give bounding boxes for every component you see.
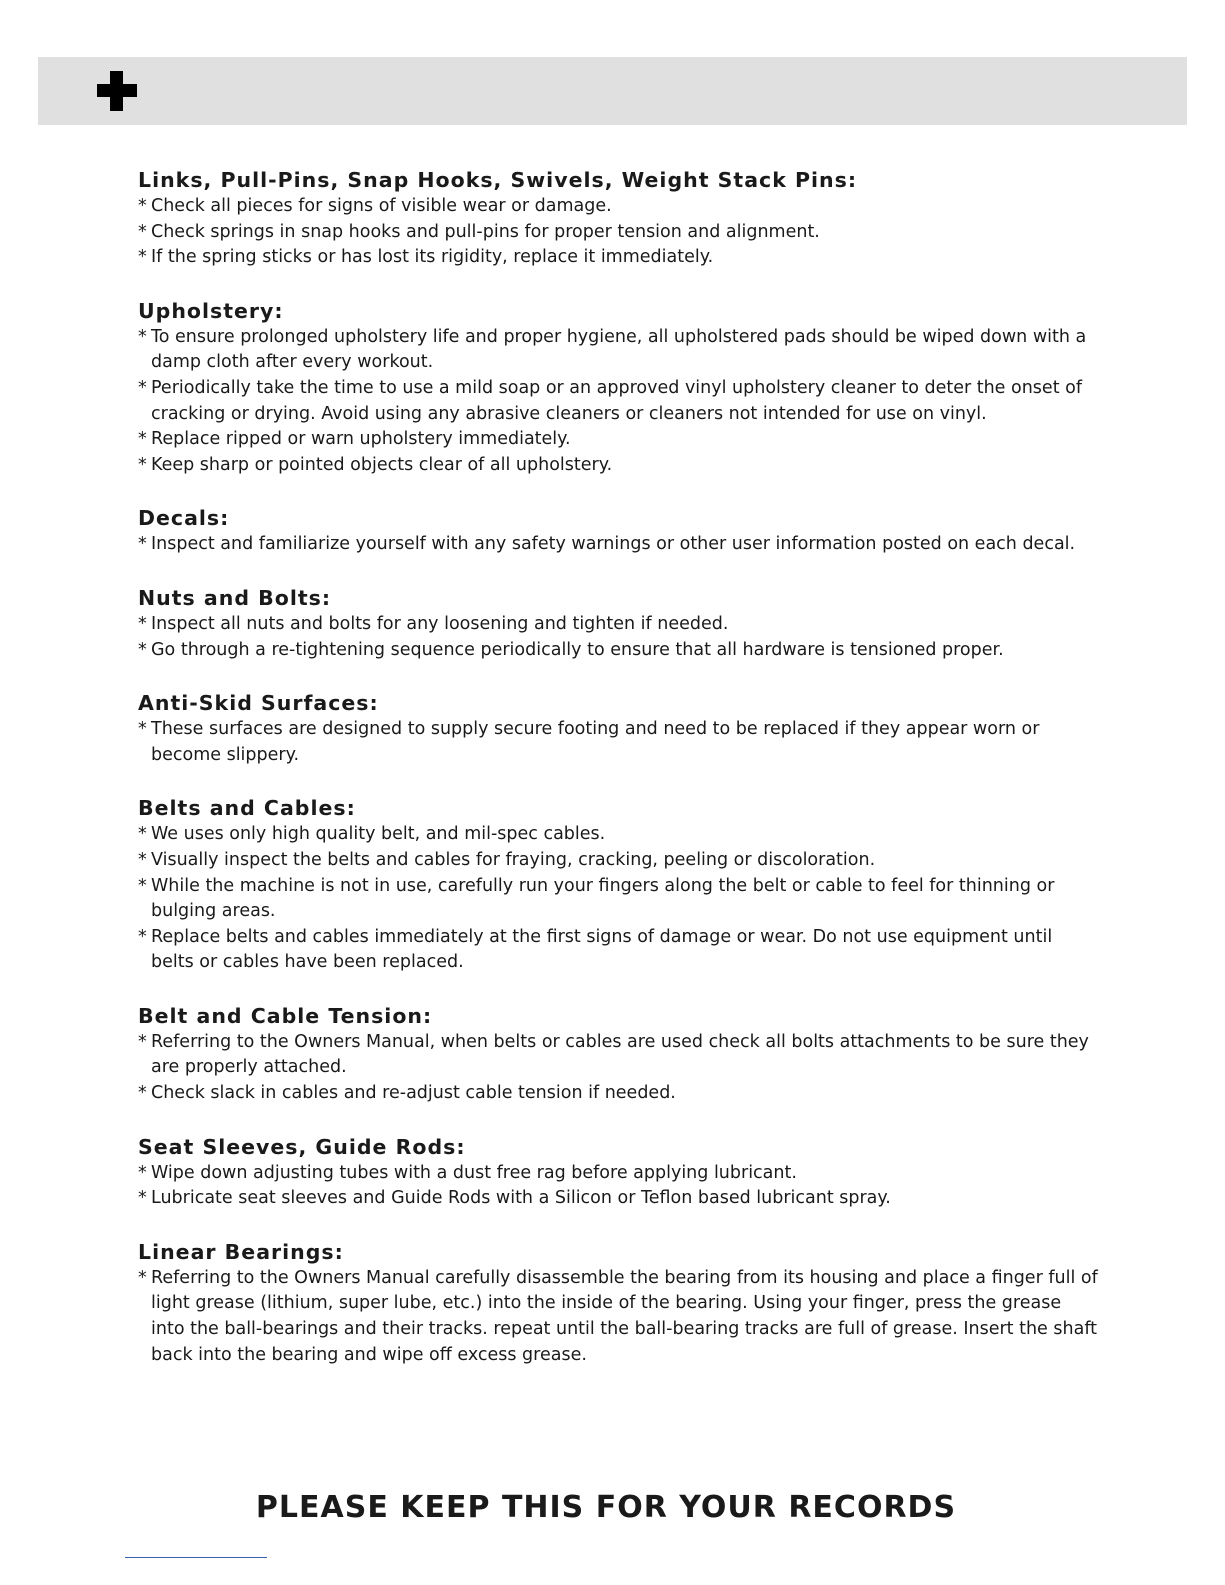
list-item: [138, 376, 1098, 427]
list-item: [138, 925, 1098, 976]
header-band: [38, 57, 1187, 125]
list-item-text: Check springs in snap hooks and pull-pins for proper tension and alignment.: [151, 221, 820, 242]
list-item: [138, 717, 1098, 768]
list-item-text: Referring to the Owners Manual carefully disassemble the bearing from its housing and place a finger full of light grease (lithium, super lube, etc.) into the inside of the bearing. Using your finger, press the grease into the ball-bearings and their tracks. repeat until the ball-bearing tracks are full of grease. Insert the shaft back into the bearing and wipe off excess grease.: [151, 1267, 1098, 1365]
list-item-text: To ensure prolonged upholstery life and proper hygiene, all upholstered pads should be wiped down with a damp cloth after every workout.: [151, 326, 1087, 373]
section-items: [138, 194, 1098, 271]
section: [138, 1133, 1098, 1212]
section: [138, 1238, 1098, 1368]
section-heading: Belts and Cables:: [138, 796, 356, 821]
section: [138, 504, 1098, 558]
bullet-asterisk: *: [138, 1083, 147, 1104]
list-item-text: Referring to the Owners Manual, when belts or cables are used check all bolts attachments to be sure they are properly attached.: [151, 1031, 1089, 1078]
bullet-asterisk: *: [138, 1162, 147, 1183]
list-item-text: Periodically take the time to use a mild soap or an approved vinyl upholstery cleaner to deter the onset of cracking or drying. Avoid using any abrasive cleaners or cleaners not intended for use on vinyl.: [151, 377, 1082, 424]
bullet-asterisk: *: [138, 429, 147, 450]
section-heading: Seat Sleeves, Guide Rods:: [138, 1134, 466, 1159]
list-item-text: Go through a re-tightening sequence periodically to ensure that all hardware is tensioned proper.: [151, 639, 1004, 660]
section-items: [138, 325, 1098, 479]
list-item-text: Inspect and familiarize yourself with any safety warnings or other user information posted on each decal.: [151, 534, 1076, 555]
bottom-rule: [125, 1557, 267, 1558]
section: [138, 1002, 1098, 1107]
section: [138, 166, 1098, 271]
section: [138, 794, 1098, 976]
list-item: [138, 1186, 1098, 1212]
section: [138, 584, 1098, 663]
section-heading: Anti-Skid Surfaces:: [138, 691, 379, 716]
bullet-asterisk: *: [138, 849, 147, 870]
footer-note: PLEASE KEEP THIS FOR YOUR RECORDS: [255, 1490, 957, 1525]
list-item: [138, 822, 1098, 848]
list-item-text: We uses only high quality belt, and mil-spec cables.: [151, 824, 606, 845]
section-items: [138, 612, 1098, 663]
list-item-text: Inspect all nuts and bolts for any loosening and tighten if needed.: [151, 613, 729, 634]
list-item-text: While the machine is not in use, carefully run your fingers along the belt or cable to feel for thinning or bulging areas.: [151, 875, 1055, 922]
list-item-text: Lubricate seat sleeves and Guide Rods with a Silicon or Teflon based lubricant spray.: [151, 1188, 891, 1209]
bullet-asterisk: *: [138, 534, 147, 555]
bullet-asterisk: *: [138, 639, 147, 660]
section-items: [138, 717, 1098, 768]
list-item-text: Replace belts and cables immediately at the first signs of damage or wear. Do not use equipment until belts or cables have been replaced.: [151, 926, 1053, 973]
list-item: [138, 1030, 1098, 1081]
list-item: [138, 453, 1098, 479]
list-item: [138, 532, 1098, 558]
list-item: [138, 1161, 1098, 1187]
bullet-asterisk: *: [138, 454, 147, 475]
list-item: [138, 245, 1098, 271]
section-heading: Nuts and Bolts:: [138, 585, 332, 610]
section-items: [138, 822, 1098, 976]
list-item-text: Replace ripped or warn upholstery immediately.: [151, 429, 571, 450]
list-item: [138, 220, 1098, 246]
list-item: [138, 638, 1098, 664]
section-heading: Upholstery:: [138, 298, 284, 323]
list-item: [138, 427, 1098, 453]
cross-icon: [97, 71, 137, 111]
bullet-asterisk: *: [138, 613, 147, 634]
section: [138, 689, 1098, 768]
section-items: [138, 1266, 1098, 1368]
list-item-text: These surfaces are designed to supply secure footing and need to be replaced if they appear worn or become slippery.: [151, 719, 1040, 765]
bullet-asterisk: *: [138, 824, 147, 845]
list-item: [138, 1266, 1098, 1368]
bullet-asterisk: *: [138, 377, 147, 398]
list-item: [138, 612, 1098, 638]
list-item: [138, 848, 1098, 874]
bullet-asterisk: *: [138, 196, 147, 216]
bullet-asterisk: *: [138, 1267, 147, 1288]
bullet-asterisk: *: [138, 875, 147, 896]
list-item-text: Check slack in cables and re-adjust cable tension if needed.: [151, 1083, 676, 1104]
list-item-text: If the spring sticks or has lost its rigidity, replace it immediately.: [151, 247, 714, 268]
section-items: [138, 1030, 1098, 1107]
section-heading: Decals:: [138, 506, 230, 531]
list-item-text: Visually inspect the belts and cables for fraying, cracking, peeling or discoloration.: [151, 849, 876, 870]
section-items: [138, 1161, 1098, 1212]
list-item: [138, 874, 1098, 925]
bullet-asterisk: *: [138, 1031, 147, 1052]
bullet-asterisk: *: [138, 326, 147, 347]
section-heading: Links, Pull-Pins, Snap Hooks, Swivels, Weight Stack Pins:: [138, 168, 858, 192]
list-item: [138, 194, 1098, 220]
maintenance-content: [138, 166, 1098, 1394]
bullet-asterisk: *: [138, 719, 147, 740]
list-item: [138, 1081, 1098, 1107]
section-heading: Linear Bearings:: [138, 1239, 344, 1264]
list-item-text: Check all pieces for signs of visible wear or damage.: [151, 196, 612, 216]
list-item-text: Keep sharp or pointed objects clear of all upholstery.: [151, 454, 613, 475]
section: [138, 297, 1098, 479]
section-items: [138, 532, 1098, 558]
bullet-asterisk: *: [138, 926, 147, 947]
bullet-asterisk: *: [138, 247, 147, 268]
bullet-asterisk: *: [138, 221, 147, 242]
section-heading: Belt and Cable Tension:: [138, 1003, 433, 1028]
list-item-text: Wipe down adjusting tubes with a dust free rag before applying lubricant.: [151, 1162, 797, 1183]
list-item: [138, 325, 1098, 376]
bullet-asterisk: *: [138, 1188, 147, 1209]
